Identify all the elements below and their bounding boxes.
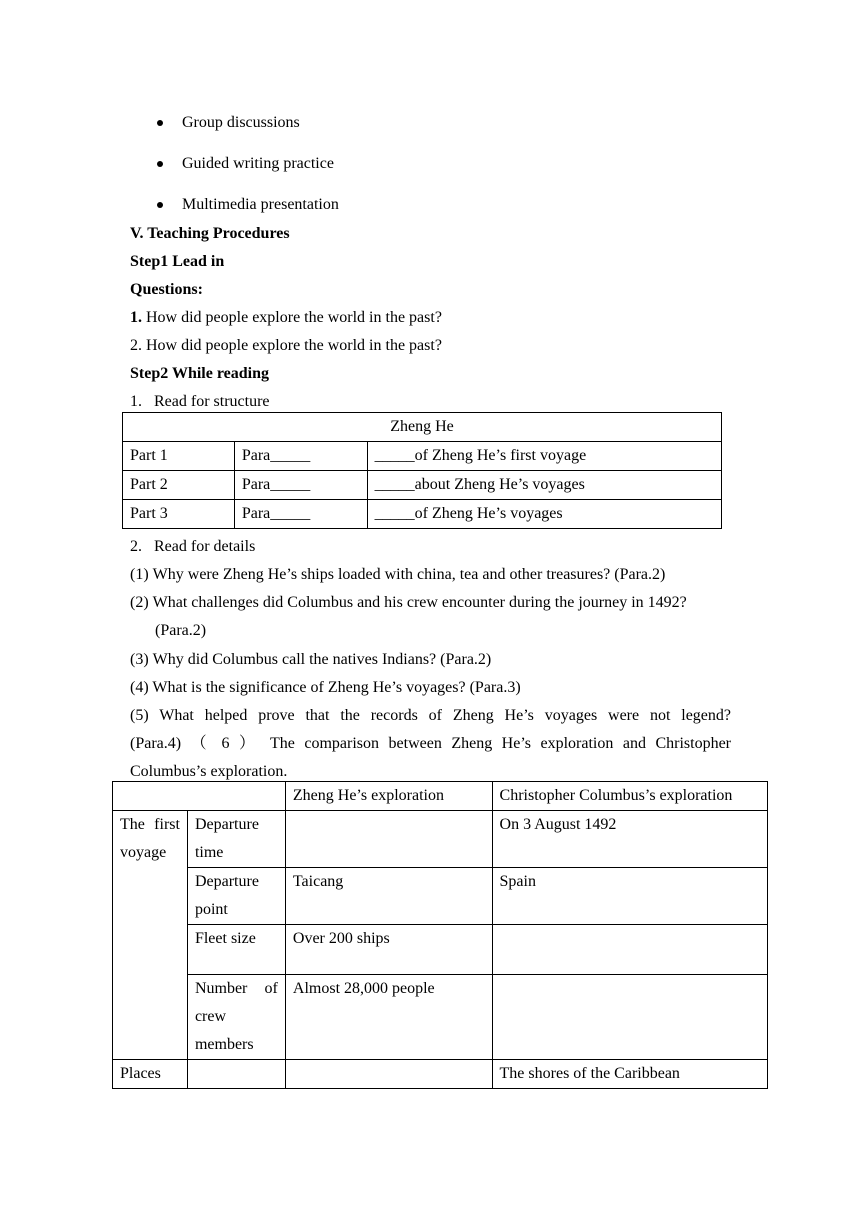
table-cell: _____about Zheng He’s voyages xyxy=(367,471,721,500)
table-row xyxy=(123,500,722,529)
table-cell xyxy=(492,925,767,975)
table-row xyxy=(113,975,768,1060)
question-1: 1. How did people explore the world in the past? xyxy=(130,309,442,326)
comparison-table xyxy=(112,781,768,1089)
question-2: 2. How did people explore the world in the past? xyxy=(130,337,442,354)
row-label: Places xyxy=(113,1060,188,1089)
list-item: Group discussions xyxy=(152,110,339,151)
table-cell: Part 1 xyxy=(123,442,235,471)
section-title: V. Teaching Procedures xyxy=(130,225,290,242)
table-cell: Part 3 xyxy=(123,500,235,529)
table-row xyxy=(113,1060,768,1089)
table-cell: Over 200 ships xyxy=(285,925,492,975)
detail-question: (1) Why were Zheng He’s ships loaded with china, tea and other treasures? (Para.2) xyxy=(130,566,666,583)
table-header: Zheng He xyxy=(123,413,722,442)
column-header: Christopher Columbus’s exploration xyxy=(492,782,767,811)
bullet-icon xyxy=(157,161,163,167)
detail-question-cont: Columbus’s exploration. xyxy=(130,763,288,780)
table-cell: Almost 28,000 people xyxy=(285,975,492,1060)
bullet-icon xyxy=(157,120,163,126)
table-row xyxy=(113,925,768,975)
table-row xyxy=(113,868,768,925)
detail-question: (Para.4) （ 6 ） The comparison between Zheng He’s exploration and Christopher xyxy=(130,735,731,752)
table-cell xyxy=(492,975,767,1060)
detail-question: (2) What challenges did Columbus and his crew encounter during the journey in 1492? xyxy=(130,594,687,611)
teaching-methods-list xyxy=(152,110,339,233)
table-row xyxy=(123,471,722,500)
detail-question: (3) Why did Columbus call the natives Indians? (Para.2) xyxy=(130,651,492,668)
questions-label: Questions: xyxy=(130,281,203,298)
row-label: Departure time xyxy=(187,811,285,868)
column-header: Zheng He’s exploration xyxy=(285,782,492,811)
table-cell xyxy=(113,782,286,811)
row-label: Departure point xyxy=(187,868,285,925)
table-cell: _____of Zheng He’s first voyage xyxy=(367,442,721,471)
step2-title: Step2 While reading xyxy=(130,365,269,382)
table-cell xyxy=(285,1060,492,1089)
table-cell xyxy=(285,811,492,868)
table-cell: Para_____ xyxy=(234,471,367,500)
row-label: Fleet size xyxy=(187,925,285,975)
list-item: Guided writing practice xyxy=(152,151,339,192)
table-cell: Taicang xyxy=(285,868,492,925)
table-cell: The shores of the Caribbean xyxy=(492,1060,767,1089)
structure-table xyxy=(122,412,722,529)
bullet-icon xyxy=(157,202,163,208)
table-cell: On 3 August 1492 xyxy=(492,811,767,868)
table-row xyxy=(113,811,768,868)
row-group-label: The first voyage xyxy=(113,811,188,1060)
table-cell: Para_____ xyxy=(234,500,367,529)
task-read-structure: 1. Read for structure xyxy=(130,393,270,410)
detail-question: (5) What helped prove that the records of Zheng He’s voyages were not legend? xyxy=(130,707,731,724)
table-cell: Part 2 xyxy=(123,471,235,500)
table-row xyxy=(123,442,722,471)
row-label: Number of crew members xyxy=(187,975,285,1060)
table-cell: _____of Zheng He’s voyages xyxy=(367,500,721,529)
table-row xyxy=(123,413,722,442)
task-read-details: 2. Read for details xyxy=(130,538,256,555)
list-item: Multimedia presentation xyxy=(152,192,339,233)
table-row xyxy=(113,782,768,811)
detail-question: (4) What is the significance of Zheng He’s voyages? (Para.3) xyxy=(130,679,521,696)
step1-title: Step1 Lead in xyxy=(130,253,225,270)
detail-question-cont: (Para.2) xyxy=(155,622,207,639)
table-cell: Para_____ xyxy=(234,442,367,471)
table-cell: Spain xyxy=(492,868,767,925)
table-cell xyxy=(187,1060,285,1089)
